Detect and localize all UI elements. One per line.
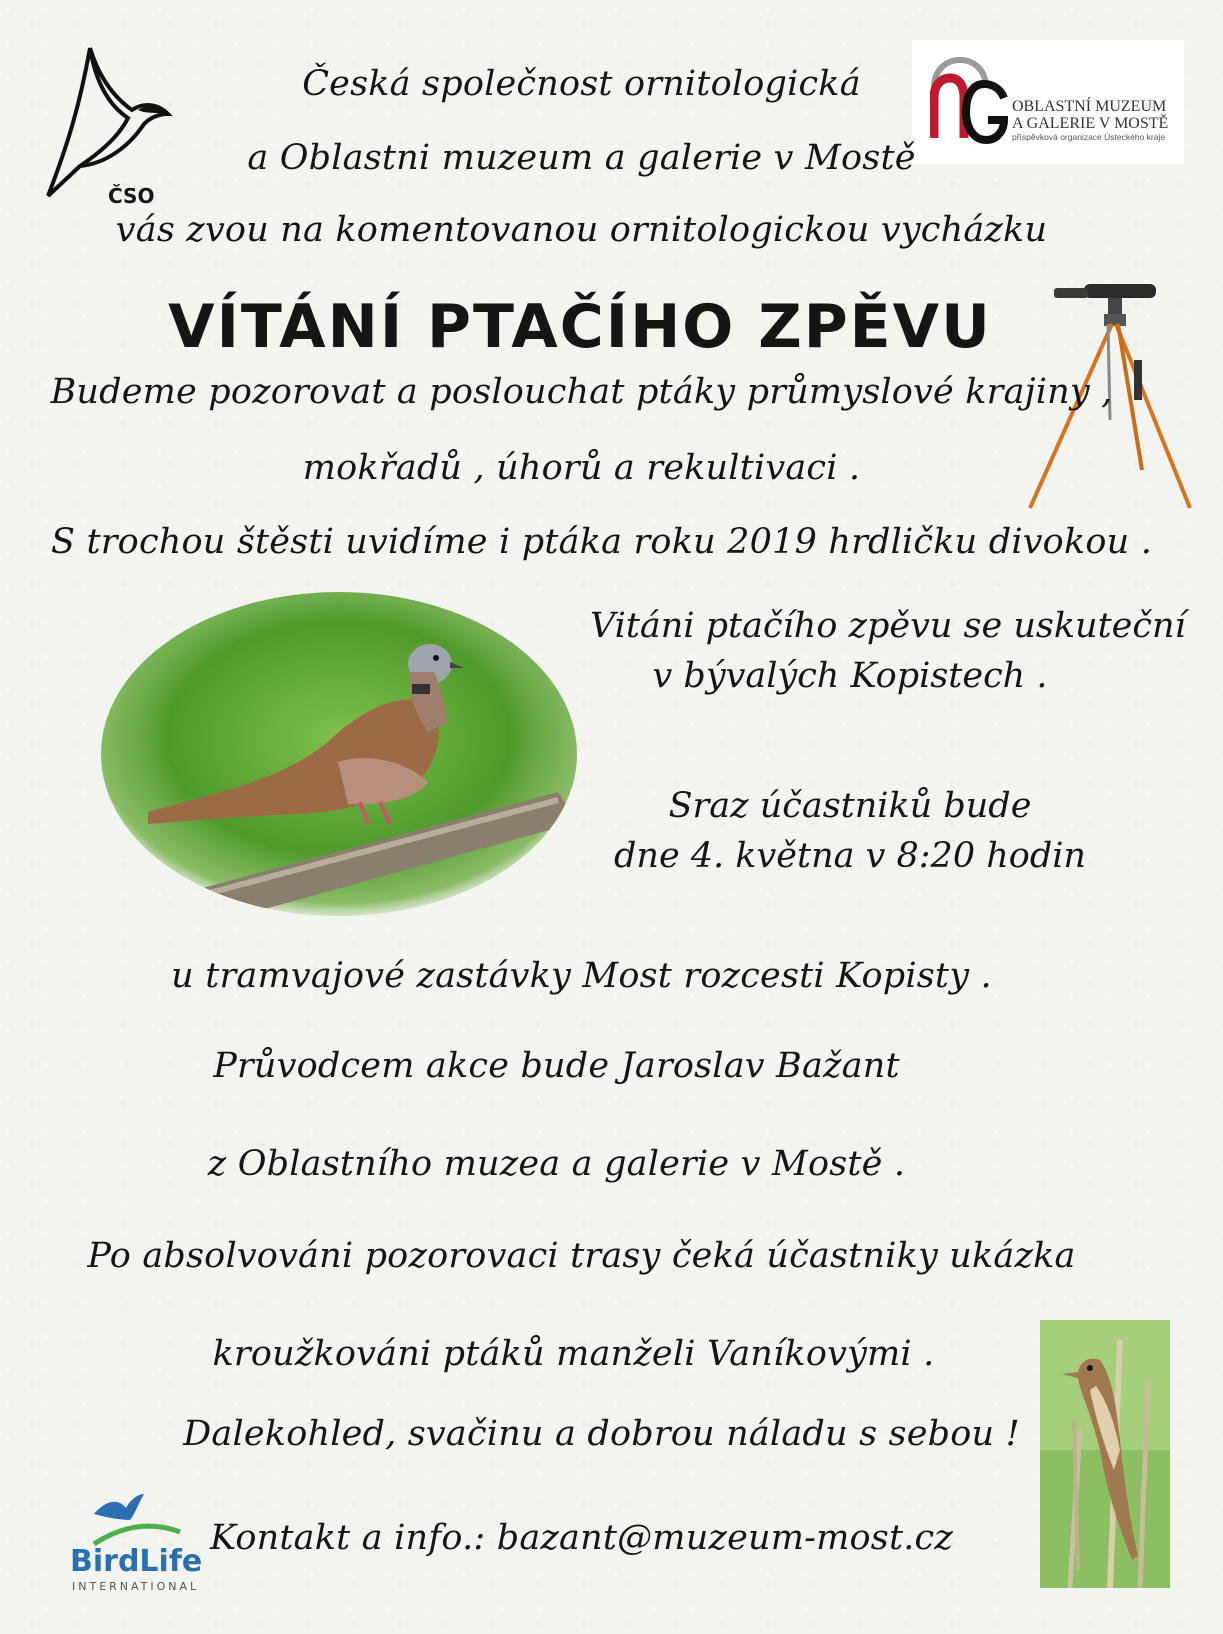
location-line-2: v bývalých Kopistech . (652, 656, 1048, 696)
ringing-line-1: Po absolvováni pozorovaci trasy čeká účastniky ukázka (87, 1236, 1076, 1276)
description-line-1: Budeme pozorovat a poslouchat ptáky průmyslové krajiny , (50, 372, 1113, 412)
event-title: VÍTÁNÍ PTAČÍHO ZPĚVU (168, 292, 992, 362)
ringing-line-2: kroužkováni ptáků manželi Vaníkovými . (212, 1334, 935, 1374)
intro-line-1: Česká společnost ornitologická (302, 64, 861, 104)
meeting-line-3: u tramvajové zastávky Most rozcesti Kopisty . (171, 956, 992, 996)
description-line-2: mokřadů , úhorů a rekultivaci . (302, 448, 861, 488)
guide-line-1: Průvodcem akce bude Jaroslav Bažant (213, 1046, 900, 1086)
meeting-line-1: Sraz účastniků bude (668, 786, 1032, 826)
birdlife-subtitle: INTERNATIONAL (72, 1580, 200, 1593)
cso-label: ČSO (108, 184, 155, 208)
meeting-block (590, 786, 1110, 876)
intro-line-3: vás zvou na komentovanou ornitologickou vycházku (115, 210, 1048, 250)
birdlife-name: BirdLife (70, 1544, 203, 1579)
intro-line-2: a Oblastni muzeum a galerie v Mostě (247, 138, 916, 178)
museum-name-line1: OBLASTNÍ MUZEUM (1012, 98, 1167, 115)
description-line-3: S trochou štěsti uvidíme i ptáka roku 2019 hrdličku divokou . (50, 522, 1153, 562)
museum-name-line2: A GALERIE V MOSTĚ (1012, 115, 1169, 132)
contact-line: Kontakt a info.: bazant@muzeum-most.cz (209, 1518, 953, 1558)
museum-subtitle: příspěvková organizace Ústeckého kraje (1012, 132, 1166, 142)
closing-line: Dalekohled, svačinu a dobrou náladu s sebou ! (183, 1414, 1020, 1454)
location-block (590, 606, 1186, 696)
guide-line-2: z Oblastního muzea a galerie v Mostě . (207, 1144, 906, 1184)
turtle-dove-photo (98, 592, 580, 922)
location-line-1: Vitáni ptačího zpěvu se uskuteční (590, 606, 1186, 646)
meeting-line-2: dne 4. května v 8:20 hodin (614, 836, 1086, 876)
